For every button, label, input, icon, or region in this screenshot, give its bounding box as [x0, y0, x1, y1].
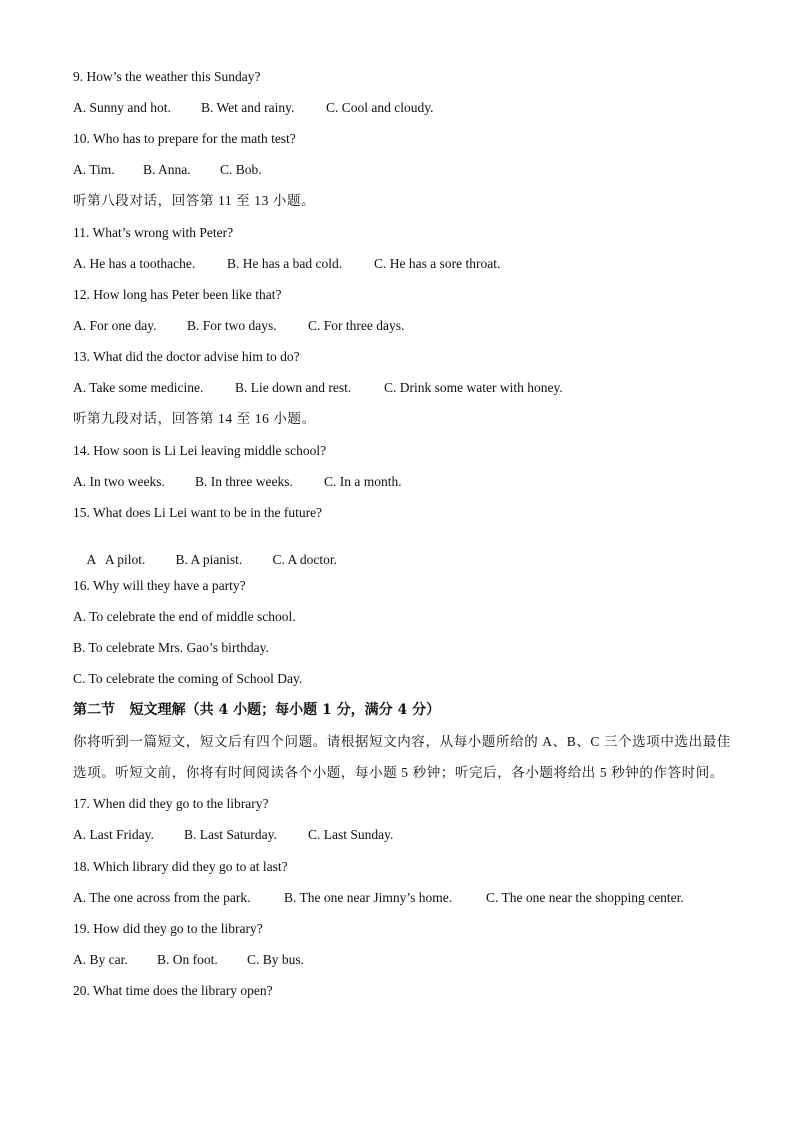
question-16-option-b: B. To celebrate Mrs. Gao’s birthday. — [73, 640, 269, 655]
question-13-option-a: A. Take some medicine. — [73, 380, 204, 395]
question-16-option-c: C. To celebrate the coming of School Day. — [73, 671, 303, 686]
question-18-option-a: A. The one across from the park. — [73, 890, 251, 905]
question-12-option-a: A. For one day. — [73, 318, 157, 333]
question-18-stem: 18. Which library did they go to at last? — [73, 859, 288, 874]
question-11-option-c: C. He has a sore throat. — [374, 256, 501, 271]
question-10-option-c: C. Bob. — [220, 162, 262, 177]
section-2-heading: 第二节 短文理解（共 4 小题；每小题 1 分，满分 4 分） — [73, 702, 441, 718]
question-14-option-c: C. In a month. — [324, 474, 402, 489]
question-17-option-a: A. Last Friday. — [73, 827, 154, 842]
question-13-option-c: C. Drink some water with honey. — [384, 380, 563, 395]
question-11-stem: 11. What’s wrong with Peter? — [73, 225, 234, 240]
question-17-option-b: B. Last Saturday. — [184, 827, 277, 842]
question-19-option-a: A. By car. — [73, 952, 128, 967]
question-19-stem: 19. How did they go to the library? — [73, 921, 263, 936]
question-14-option-b: B. In three weeks. — [195, 474, 293, 489]
question-12-option-b: B. For two days. — [187, 318, 277, 333]
question-11-option-b: B. He has a bad cold. — [227, 256, 343, 271]
question-17-stem: 17. When did they go to the library? — [73, 796, 269, 811]
question-19-option-b: B. On foot. — [157, 952, 218, 967]
question-13-options — [73, 380, 563, 396]
question-14-options — [73, 474, 402, 490]
question-18-options — [73, 890, 684, 906]
question-14-option-a: A. In two weeks. — [73, 474, 165, 489]
question-15-stem: 15. What does Li Lei want to be in the future? — [73, 505, 323, 520]
instruction-dialogue-8: 听第八段对话，回答第 11 至 13 小题。 — [73, 193, 316, 208]
question-11-options — [73, 256, 500, 272]
question-10-options — [73, 162, 262, 178]
section-2-description-line-1: 你将听到一篇短文，短文后有四个问题。请根据短文内容，从每小题所给的 A、B、C 三个选项中选出最佳 — [73, 734, 731, 749]
question-20-stem: 20. What time does the library open? — [73, 983, 273, 998]
question-15-option-b: B. A pianist. — [175, 552, 243, 567]
question-12-options — [73, 318, 404, 334]
section-2-description-line-2: 选项。听短文前，你将有时间阅读各个小题，每小题 5 秒钟；听完后，各小题将给出 5 秒钟的作答时间。 — [73, 765, 724, 780]
question-17-options — [73, 827, 393, 843]
instruction-dialogue-9: 听第九段对话，回答第 14 至 16 小题。 — [73, 411, 316, 426]
question-13-stem: 13. What did the doctor advise him to do? — [73, 349, 300, 364]
question-9-option-b: B. Wet and rainy. — [201, 100, 295, 115]
question-10-option-b: B. Anna. — [143, 162, 191, 177]
question-9-options — [73, 100, 434, 116]
question-15-option-a: A A pilot. — [86, 552, 146, 567]
question-10-stem: 10. Who has to prepare for the math test? — [73, 131, 296, 146]
question-12-option-c: C. For three days. — [308, 318, 405, 333]
question-15-option-c: C. A doctor. — [272, 552, 338, 567]
question-11-option-a: A. He has a toothache. — [73, 256, 196, 271]
question-9-option-c: C. Cool and cloudy. — [326, 100, 434, 115]
question-14-stem: 14. How soon is Li Lei leaving middle school? — [73, 443, 327, 458]
question-16-option-a: A. To celebrate the end of middle school. — [73, 609, 296, 624]
question-18-option-c: C. The one near the shopping center. — [486, 890, 684, 905]
question-19-options — [73, 952, 304, 968]
question-15-options — [73, 536, 337, 584]
question-10-option-a: A. Tim. — [73, 162, 115, 177]
question-16-stem: 16. Why will they have a party? — [73, 578, 246, 593]
question-9-option-a: A. Sunny and hot. — [73, 100, 171, 115]
question-18-option-b: B. The one near Jimny’s home. — [284, 890, 453, 905]
question-9-stem: 9. How’s the weather this Sunday? — [73, 69, 261, 84]
question-17-option-c: C. Last Sunday. — [308, 827, 394, 842]
question-13-option-b: B. Lie down and rest. — [235, 380, 352, 395]
question-19-option-c: C. By bus. — [247, 952, 305, 967]
stray-dot-mark: · — [84, 563, 86, 569]
question-12-stem: 12. How long has Peter been like that? — [73, 287, 282, 302]
